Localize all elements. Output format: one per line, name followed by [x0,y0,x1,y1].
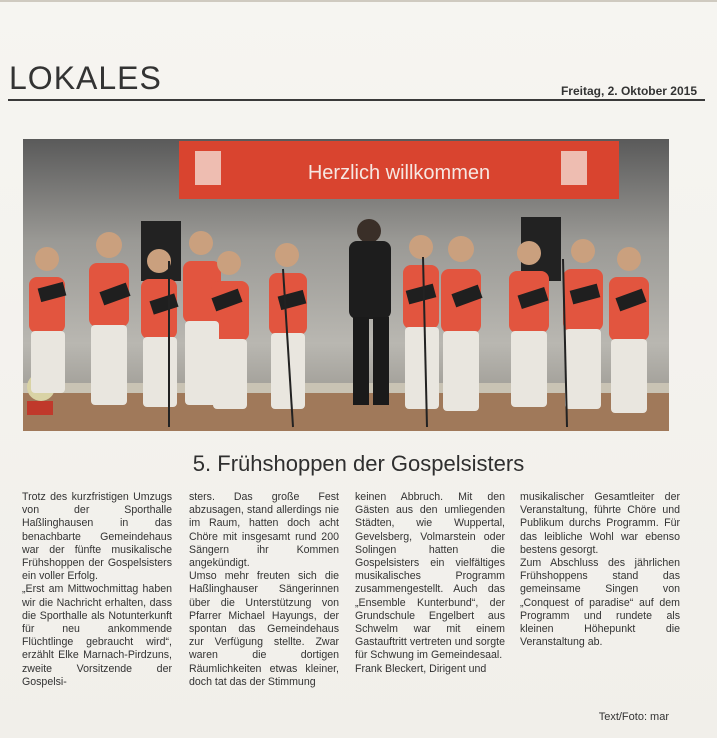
article-column-4 [520,491,680,649]
header-rule [8,99,705,101]
paragraph: Zum Abschluss des jährlichen Frühshoppens stand das gemeinsame Singen von „Conquest of paradise“ auf dem Programm und rundete als kleinen Höhepunkt die Veranstaltung ab. [520,557,680,649]
paragraph: musikalischer Gesamtleiter der Veranstaltung, führte Chöre und Publikum durchs Programm. Für das leibliche Wohl war ebenso bestens gesorgt. [520,491,680,556]
page-edge [0,0,717,2]
choir-photo-illustration [23,139,669,431]
paragraph: keinen Abbruch. Mit den Gästen aus den umliegenden Städten, wie Wuppertal, Gevelsberg, Volmarstein oder Solingen hatten die Gospelsisters ein vielfältiges musikalisches Programm zusammengestellt. Auch das „Ensemble Kunterbund“, der Grundschule Engelbert aus Schwelm war mit einem Gastauftritt vertreten und sorgte für Schwung im Gemeindesaal. [355,491,505,662]
issue-date: Freitag, 2. Oktober 2015 [560,84,697,98]
section-title: LOKALES [9,60,162,96]
article-column-1 [22,491,172,689]
paragraph: „Erst am Mittwochmittag haben wir die Nachricht erhalten, dass die Sporthalle als Notunterkunft für neu ankommende Flüchtlinge gebraucht wird“, erzählt Elke Marnach-Pirdzuns, zweite Vorsitzende der Gospelsi- [22,583,172,688]
paragraph: Umso mehr freuten sich die Haßlinghauser Sängerinnen über die Unterstützung von Pfarrer Michael Hayungs, der spontan das Gemeindehaus zur Verfügung stellte. Zwar waren die dortigen Räumlichkeiten etwas kleiner, doch tat das der Stimmung [189,570,339,688]
photo-credit: Text/Foto: mar [598,711,669,723]
choir-photo [23,139,669,431]
paragraph: sters. Das große Fest abzusagen, stand allerdings nie im Raum, hatten doch acht Chöre mit insgesamt rund 200 Sängern ihr Kommen angekündigt. [189,491,339,570]
article-headline: 5. Frühshoppen der Gospelsisters [192,451,525,476]
article-column-2 [189,491,339,689]
banner-text: Herzlich willkommen [307,162,491,184]
paragraph: Trotz des kurzfristigen Umzugs von der Sporthalle Haßlinghausen in das benachbarte Gemeindehaus war der fünfte musikalische Frühshoppen der Gospelsisters ein voller Erfolg. [22,491,172,583]
paragraph: Frank Bleckert, Dirigent und [355,662,487,675]
welcome-banner [179,141,619,199]
article-column-3 [355,491,505,676]
